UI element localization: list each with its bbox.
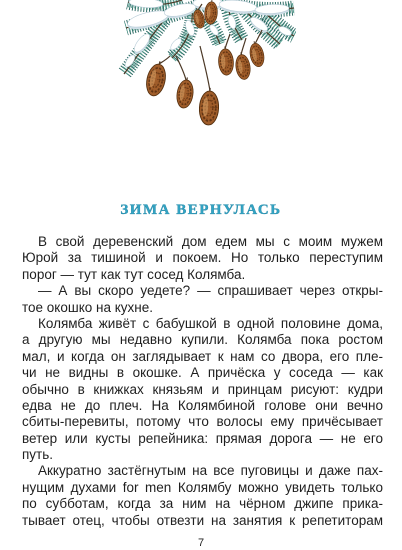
pine-cone [234, 51, 252, 80]
text-line: чи не видны в окошке. А причёска у соседа — как [22, 365, 383, 381]
paragraph [22, 234, 383, 283]
text-line: ветер или кусты репейника: прямая дорога — не его [22, 430, 383, 446]
pine-branch-illustration [116, 0, 296, 132]
paragraph [22, 283, 383, 316]
text-line: Аккуратно застёгнутым на все пуговицы и даже пах- [38, 463, 383, 479]
chapter-text [22, 234, 383, 529]
text-line: обычно в книжках князьям и принцам рисуют: кудри [22, 381, 383, 397]
text-line: сбиты-перевиты, потому что волосы ему причёсывает [22, 414, 383, 430]
page-number: 7 [197, 537, 205, 549]
text-line: Юрой за тишиной и покоем. Но только переступим [22, 250, 383, 266]
pine-cone [218, 46, 235, 76]
text-line: едва не до плеч. На Колямбиной голове они вечно [22, 397, 383, 413]
chapter-title: ЗИМА ВЕРНУЛАСЬ [120, 202, 282, 218]
text-line: Колямба живёт с бабушкой в одной половине дома, [38, 315, 383, 331]
pine-cone [199, 87, 220, 125]
text-line: а другую мы недавно купили. Колямба пока ростом [22, 332, 383, 348]
text-line: путь. [22, 447, 54, 463]
text-line: тывает отец, чтобы отвезти на занятия к репетиторам [22, 512, 383, 528]
text-line: порог — тут как тут сосед Колямба. [22, 266, 246, 282]
text-line: — А вы скоро уедете? — спрашивает через откры- [38, 283, 383, 299]
paragraph [22, 316, 383, 464]
text-line: В свой деревенский дом едем мы с моим мужем [38, 234, 383, 249]
pine-cone [175, 76, 195, 109]
text-line: тое окошко на кухне. [22, 299, 154, 315]
pine-cone [248, 40, 266, 68]
paragraph [22, 463, 383, 529]
pine-cone [144, 60, 169, 98]
text-line: по субботам, когда за ним на чёрном джипе прика- [22, 496, 383, 512]
text-line: нущим духами for men Колямбу можно увидеть только [22, 479, 383, 495]
text-line: мал, и когда он заглядывает к нам со двора, его пле- [22, 348, 383, 364]
